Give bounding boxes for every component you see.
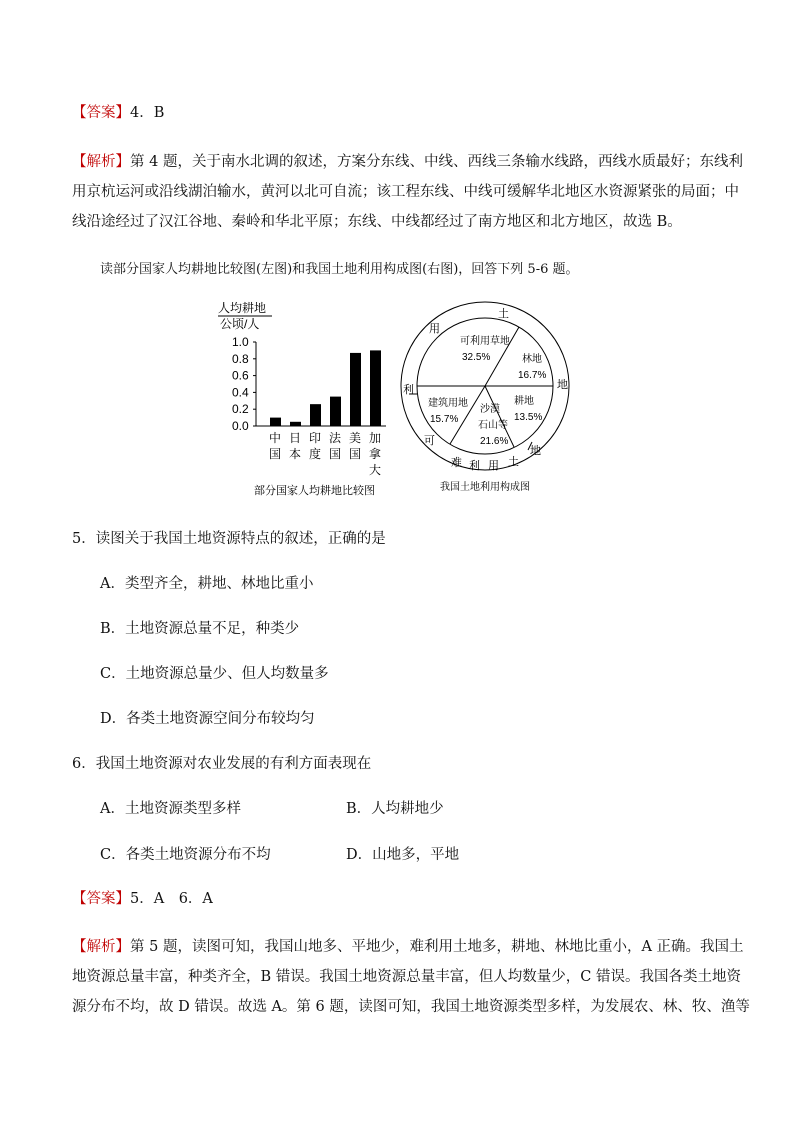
bars [270,350,381,426]
y-tick-label: 0.2 [232,402,249,417]
q5-option-c: C．土地资源总量少、但人均数量多 [100,666,329,682]
q5-option-b: B．土地资源总量不足，种类少 [100,621,300,637]
x-tick-label-char: 法 [329,431,342,445]
y-tick-label: 0.4 [232,385,249,400]
figure-svg [200,298,568,498]
slice-label-farmland: 耕地 [514,396,534,407]
bar-ylabel-top: 人均耕地 [218,301,267,315]
ring-char-usable-0: 可 [424,435,435,447]
slice-value-forest: 16.7% [518,370,547,381]
bar-3 [330,397,341,426]
x-tick-label-char: 拿 [369,447,382,461]
ring-char-usable-1: 利 [403,384,414,396]
y-tick-label: 0.8 [232,351,249,366]
slice-label-grass: 可利用草地 [460,336,510,347]
x-tick-label-char: 美 [349,431,362,445]
y-tick-label: 0.0 [232,419,249,433]
ring-char-usable-2: 用 [429,323,440,335]
analysis-text: 第 4 题，关于南水北调的叙述，方案分东线、中线、西线三条输水线路，西线水质最好；东线利 [130,154,743,170]
bar-2 [310,404,321,426]
ring-char-hard-0: 难 [451,457,462,469]
bar-1 [290,422,301,426]
y-tick-label: 1.0 [232,335,249,349]
q6-stem: 6．我国土地资源对农业发展的有利方面表现在 [72,756,372,772]
ring-char-usable-4: 地 [557,379,568,391]
q5-option-a: A．类型齐全，耕地、林地比重小 [100,576,314,592]
x-tick-label-char: 印 [309,431,322,445]
x-tick-label-char: 国 [329,447,342,461]
slice-label-forest: 林地 [522,354,542,365]
slice-label-desert-1: 沙漠 [480,404,500,415]
bar-chart-title: 部分国家人均耕地比较图 [254,485,375,497]
q5-option-d: D．各类土地资源空间分布较均匀 [100,711,315,727]
slice-value-desert: 21.6% [480,436,509,447]
answer-line-1 [72,101,164,122]
x-tick-label-char: 大 [369,463,382,477]
ring-char-hard-1: 利 [469,460,480,472]
analysis-line-2: 用京杭运河或沿线湖泊输水，黄河以北可自流；该工程东线、中线可缓解华北地区水资源紧张的局面；中 [72,184,739,200]
slice-value-building: 15.7% [430,414,459,425]
slice-label-building: 建筑用地 [428,398,468,409]
q6-option-a: A．土地资源类型多样 [100,801,241,817]
pie-chart-title: 我国土地利用构成图 [440,482,530,493]
bar-5 [370,350,381,426]
analysis2-line-3: 源分布不均，故 D 错误。故选 A。第 6 题，读图可知，我国土地资源类型多样，为发展农、林、牧、渔等 [72,999,750,1015]
y-tick-label: 0.6 [232,368,249,383]
x-tick-label-char: 国 [269,447,282,461]
x-tick-label-char: 本 [289,447,302,461]
answer-text-2: 5．A 6．A [130,891,213,907]
q6-option-b: B．人均耕地少 [346,801,444,817]
analysis2-text: 第 5 题，读图可知，我国山地多、平地少，难利用土地多，耕地、林地比重小，A 正确。我国土 [130,939,744,955]
q6-option-d: D．山地多，平地 [346,847,460,863]
q5-stem: 5．读图关于我国土地资源特点的叙述，正确的是 [72,531,386,547]
y-ticks [232,335,256,433]
chart-intro: 读部分国家人均耕地比较图(左图)和我国土地利用构成图(右图)，回答下列 5-6 题。 [100,262,579,277]
figure-group [200,298,568,502]
analysis-tag: 【解析】 [72,154,130,170]
analysis-tag-2: 【解析】 [72,939,130,955]
bar-4 [350,353,361,426]
answer-tag-2: 【答案】 [72,891,130,907]
analysis2-line-2: 地资源总量丰富，种类齐全，B 错误。我国土地资源总量丰富，但人均数量少，C 错误。我国各类土地资 [72,969,741,985]
pie-chart [401,302,569,493]
x-tick-label-char: 加 [369,431,382,445]
analysis-line-1 [72,150,743,171]
x-tick-label-char: 中 [269,431,282,445]
bar-ylabel-unit: 公顷/人 [220,317,260,331]
x-tick-label-char: 日 [289,431,302,445]
x-tick-label-char: 度 [309,447,322,461]
analysis2-line-1 [72,935,744,956]
x-labels [269,430,381,477]
q6-option-c: C．各类土地资源分布不均 [100,847,271,863]
slice-value-farmland: 13.5% [514,412,543,423]
answer-line-2 [72,887,213,908]
ring-char-hard-4: 地 [530,445,541,457]
answer-tag: 【答案】 [72,105,130,121]
ring-char-hard-3: 土 [508,456,519,468]
ring-char-hard-2: 用 [488,460,499,472]
bar-chart [218,300,386,497]
answer-text: 4．B [130,105,165,121]
analysis-line-3: 线沿途经过了汉江谷地、秦岭和华北平原；东线、中线都经过了南方地区和北方地区，故选 B。 [72,214,682,230]
bar-0 [270,418,281,426]
slice-label-desert-2: 石山等 [478,420,508,431]
x-tick-label-char: 国 [349,447,362,461]
slice-value-grass: 32.5% [462,352,491,363]
ring-char-usable-3: 土 [498,308,509,320]
